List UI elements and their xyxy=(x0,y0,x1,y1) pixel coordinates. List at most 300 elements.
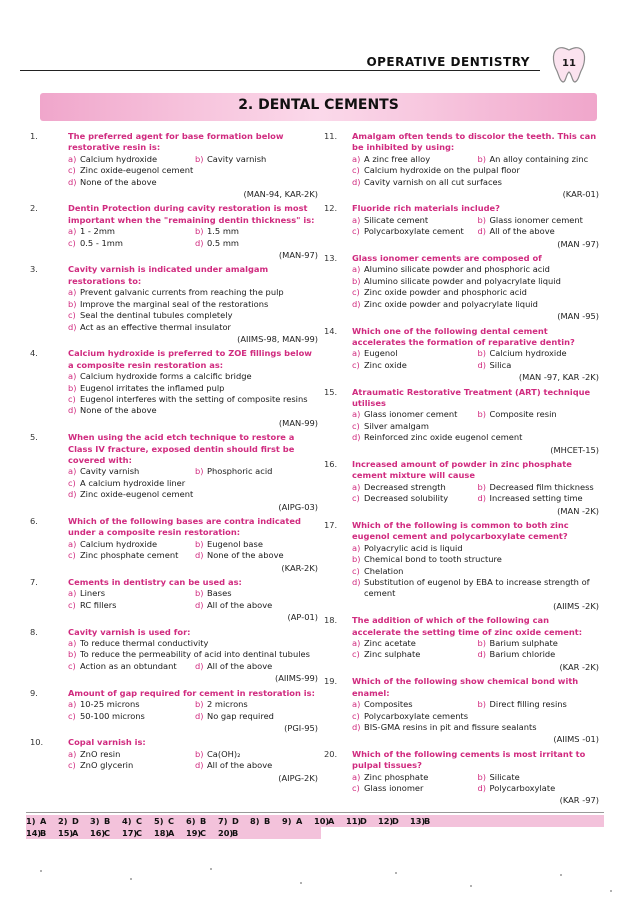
option-text: Chelation xyxy=(364,565,404,576)
question-stem: Amalgam often tends to discolor the teeth. This can be inhibited by using: xyxy=(352,131,597,153)
option-letter: b) xyxy=(477,638,487,649)
option-list xyxy=(352,215,599,238)
option-text: Zinc phosphate cement xyxy=(80,550,179,561)
option-letter: b) xyxy=(195,588,204,599)
option-text: Zinc phosphate xyxy=(364,771,429,782)
question-item xyxy=(30,577,318,624)
option-text: Polycarboxylate xyxy=(489,782,556,793)
speck xyxy=(560,874,562,876)
answer-option xyxy=(68,177,318,188)
option-text: 0.5 - 1mm xyxy=(80,237,123,248)
speck xyxy=(300,882,302,884)
answer-option xyxy=(68,466,191,477)
question-item xyxy=(324,253,599,322)
answer-option xyxy=(478,154,600,165)
option-text: Calcium hydroxide xyxy=(80,153,158,164)
answer-option xyxy=(478,772,600,783)
option-letter: d) xyxy=(477,226,487,237)
option-list xyxy=(352,699,599,733)
option-letter: c) xyxy=(68,710,76,721)
option-text: Substitution of eugenol by EBA to increase strength of cement xyxy=(364,577,590,599)
option-letter: b) xyxy=(195,699,204,710)
answer-value: B xyxy=(424,816,431,826)
question-item xyxy=(30,203,318,261)
option-text: Glass ionomer xyxy=(364,782,424,793)
answer-option xyxy=(68,749,191,760)
option-text: Composite resin xyxy=(489,409,557,420)
answer-option xyxy=(195,699,318,710)
answer-cell xyxy=(90,827,122,839)
answer-number: 20) xyxy=(218,828,234,838)
question-stem: Which of the following cements is most irritant to pulpal tissues? xyxy=(352,748,586,771)
answer-option xyxy=(352,348,474,359)
question-source: (KAR -97) xyxy=(559,795,599,806)
answer-cell xyxy=(58,815,90,827)
option-text: Silicate xyxy=(489,771,520,782)
option-text: Improve the marginal seal of the restorations xyxy=(80,298,269,309)
answer-value: A xyxy=(40,816,47,826)
option-letter: d) xyxy=(68,176,77,187)
answer-option xyxy=(478,348,600,359)
option-text: Polyacrylic acid is liquid xyxy=(364,542,463,553)
option-letter: b) xyxy=(352,554,361,565)
option-letter: c) xyxy=(352,649,360,660)
answer-option xyxy=(195,238,318,249)
option-list xyxy=(68,638,318,672)
option-text: Action as an obtundant xyxy=(80,660,177,671)
question-number: 4. xyxy=(30,348,38,359)
answer-value: A xyxy=(328,816,335,826)
question-stem: Which of the following show chemical bond with enamel: xyxy=(352,676,579,698)
answer-option xyxy=(352,409,474,420)
question-source: (KAR -2K) xyxy=(559,661,599,672)
question-number: 13. xyxy=(324,253,338,264)
option-letter: b) xyxy=(477,214,487,225)
option-letter: a) xyxy=(68,638,77,649)
option-text: 10-25 microns xyxy=(80,699,140,710)
question-stem: Increased amount of powder in zinc phosphate cement mixture will cause xyxy=(352,458,572,481)
question-number: 17. xyxy=(324,520,338,530)
answer-option xyxy=(352,276,599,287)
answer-value: A xyxy=(296,816,303,826)
option-list xyxy=(352,638,599,661)
option-letter: b) xyxy=(195,466,204,477)
answer-option xyxy=(68,394,318,405)
question-number: 3. xyxy=(30,264,38,275)
option-letter: d) xyxy=(352,432,361,443)
option-letter: c) xyxy=(352,287,360,298)
option-text: Eugenol interferes with the setting of composite resins xyxy=(80,393,308,404)
answer-row-1 xyxy=(26,815,604,827)
answer-option xyxy=(352,566,599,577)
question-stem: When using the acid etch technique to restore a Class IV fracture, exposed dentin should first be covered with: xyxy=(68,432,295,465)
option-letter: c) xyxy=(68,310,76,321)
option-letter: c) xyxy=(68,393,76,404)
answer-value: B xyxy=(232,828,239,838)
answer-value: C xyxy=(104,828,111,838)
answer-option xyxy=(478,409,600,420)
option-text: Alumino silicate powder and phosphoric acid xyxy=(364,264,550,275)
option-letter: d) xyxy=(195,710,204,721)
option-text: ZnO resin xyxy=(80,748,121,759)
question-item xyxy=(30,348,318,429)
option-letter: c) xyxy=(352,710,360,721)
option-text: Calcium hydroxide forms a calcific bridge xyxy=(80,371,252,382)
option-text: Eugenol irritates the inflamed pulp xyxy=(80,382,225,393)
answer-option xyxy=(68,638,318,649)
answer-value: D xyxy=(232,816,239,826)
option-letter: b) xyxy=(477,481,487,492)
answer-option xyxy=(68,760,191,771)
answer-option xyxy=(352,543,599,554)
answer-option xyxy=(352,264,599,275)
answer-cell xyxy=(122,815,154,827)
answer-number: 1) xyxy=(26,816,36,826)
question-source: (AP-01) xyxy=(287,612,318,623)
answer-cell xyxy=(378,815,410,827)
answer-option xyxy=(352,287,599,298)
option-text: A zinc free alloy xyxy=(364,153,431,164)
answer-option xyxy=(68,588,191,599)
option-letter: a) xyxy=(352,542,361,553)
option-letter: c) xyxy=(352,226,360,237)
option-list xyxy=(352,348,599,371)
option-letter: b) xyxy=(477,348,487,359)
answer-option xyxy=(352,649,474,660)
answer-number: 4) xyxy=(122,816,132,826)
answer-value: C xyxy=(136,828,143,838)
answer-value: C xyxy=(168,816,175,826)
answer-number: 5) xyxy=(154,816,164,826)
answer-option xyxy=(68,310,318,321)
option-text: Direct filling resins xyxy=(489,699,567,710)
question-number: 1. xyxy=(30,131,38,141)
answer-option xyxy=(352,554,599,565)
answer-option xyxy=(352,177,599,188)
option-text: Prevent galvanic currents from reaching the pulp xyxy=(80,287,284,298)
option-letter: a) xyxy=(68,153,77,164)
question-item xyxy=(324,459,599,517)
option-letter: d) xyxy=(352,176,361,187)
option-text: Calcium hydroxide xyxy=(489,348,567,359)
answer-cell xyxy=(218,815,250,827)
answer-number: 15) xyxy=(58,828,74,838)
option-letter: d) xyxy=(477,782,487,793)
option-text: Decreased strength xyxy=(364,481,446,492)
option-letter: b) xyxy=(68,649,77,660)
answer-option xyxy=(352,360,474,371)
answer-option xyxy=(68,711,191,722)
option-text: Zinc oxide-eugenol cement xyxy=(80,489,194,500)
option-letter: d) xyxy=(352,577,361,588)
option-list xyxy=(68,154,318,188)
option-list xyxy=(352,154,599,188)
answer-number: 16) xyxy=(90,828,106,838)
option-letter: a) xyxy=(68,466,77,477)
option-text: Act as an effective thermal insulator xyxy=(80,321,231,332)
answer-cell xyxy=(282,815,314,827)
question-source: (AIPG-2K) xyxy=(278,772,318,783)
option-text: Ca(OH)₂ xyxy=(207,748,241,759)
answer-key xyxy=(26,812,604,839)
option-text: To reduce thermal conductivity xyxy=(80,638,209,649)
answer-value: B xyxy=(104,816,111,826)
question-item xyxy=(30,737,318,784)
option-text: Increased setting time xyxy=(489,493,583,504)
option-letter: d) xyxy=(68,405,77,416)
question-number: 2. xyxy=(30,203,38,214)
left-question-column xyxy=(30,131,318,787)
option-letter: a) xyxy=(352,481,361,492)
option-text: Polycarboxylate cement xyxy=(364,226,464,237)
answer-cell xyxy=(410,815,442,827)
answer-option xyxy=(352,638,474,649)
question-source: (KAR-01) xyxy=(562,189,599,200)
answer-option xyxy=(68,287,318,298)
option-text: Liners xyxy=(80,588,106,599)
option-letter: b) xyxy=(477,699,487,710)
option-letter: a) xyxy=(352,264,361,275)
option-letter: d) xyxy=(195,237,204,248)
question-stem: Calcium hydroxide is preferred to ZOE fillings below a composite resin restoration as: xyxy=(68,348,312,370)
option-letter: c) xyxy=(352,420,360,431)
question-stem: Which one of the following dental cement accelerates the formation of reparative dentin? xyxy=(352,325,575,347)
option-letter: a) xyxy=(352,409,361,420)
option-letter: d) xyxy=(352,298,361,309)
answer-option xyxy=(478,360,600,371)
answer-option xyxy=(478,699,600,710)
question-number: 11. xyxy=(324,131,338,141)
answer-value: A xyxy=(72,828,79,838)
option-text: No gap required xyxy=(207,710,274,721)
question-source: (MAN -97) xyxy=(557,238,599,249)
option-letter: b) xyxy=(477,771,487,782)
question-stem: The preferred agent for base formation below restorative resin is: xyxy=(68,131,284,153)
question-source: (MAN -97, KAR -2K) xyxy=(518,372,599,383)
option-text: Composites xyxy=(364,699,413,710)
question-number: 12. xyxy=(324,203,338,214)
answer-number: 10) xyxy=(314,816,330,826)
speck xyxy=(210,868,212,870)
right-question-column xyxy=(324,131,599,810)
answer-option xyxy=(352,783,474,794)
question-stem: Amount of gap required for cement in restoration is: xyxy=(68,687,315,698)
option-letter: a) xyxy=(68,226,77,237)
option-text: BIS-GMA resins in pit and fissure sealants xyxy=(364,721,537,732)
option-letter: b) xyxy=(195,748,204,759)
option-text: Seal the dentinal tubules completely xyxy=(80,310,233,321)
answer-cell xyxy=(314,815,346,827)
question-source: (MAN -95) xyxy=(557,311,599,322)
page-specks xyxy=(0,860,638,902)
question-number: 20. xyxy=(324,748,338,759)
answer-cell xyxy=(346,815,378,827)
question-number: 8. xyxy=(30,626,38,637)
answer-option xyxy=(352,699,474,710)
answer-value: A xyxy=(168,828,175,838)
option-list xyxy=(68,699,318,722)
option-letter: a) xyxy=(68,699,77,710)
option-text: Zinc acetate xyxy=(364,638,416,649)
option-text: Decreased solubility xyxy=(364,493,449,504)
option-letter: a) xyxy=(68,538,77,549)
option-letter: a) xyxy=(352,638,361,649)
option-text: Calcium hydroxide on the pulpal floor xyxy=(364,165,520,176)
option-letter: c) xyxy=(68,760,76,771)
answer-option xyxy=(195,600,318,611)
option-list xyxy=(352,543,599,600)
option-text: Cavity varnish on all cut surfaces xyxy=(364,176,502,187)
option-text: Silica xyxy=(489,359,512,370)
question-number: 19. xyxy=(324,676,338,687)
option-text: Bases xyxy=(207,588,232,599)
answer-number: 8) xyxy=(250,816,260,826)
answer-number: 7) xyxy=(218,816,228,826)
option-letter: d) xyxy=(352,721,361,732)
option-text: Eugenol base xyxy=(207,538,263,549)
option-letter: b) xyxy=(195,153,204,164)
question-source: (MAN -2K) xyxy=(557,505,599,516)
question-source: (AIIMS -2K) xyxy=(553,600,599,611)
option-text: 2 microns xyxy=(207,699,248,710)
option-text: 1.5 mm xyxy=(207,226,239,237)
question-stem: Copal varnish is: xyxy=(68,737,146,748)
question-number: 15. xyxy=(324,386,338,397)
option-letter: b) xyxy=(477,409,487,420)
answer-option xyxy=(352,722,599,733)
answer-option xyxy=(478,493,600,504)
option-letter: b) xyxy=(195,226,204,237)
answer-option xyxy=(352,577,599,600)
answer-option xyxy=(68,383,318,394)
answer-value: C xyxy=(200,828,207,838)
answer-number: 2) xyxy=(58,816,68,826)
option-text: Calcium hydroxide xyxy=(80,538,158,549)
option-text: Chemical bond to tooth structure xyxy=(364,554,502,565)
answer-value: D xyxy=(360,816,367,826)
option-letter: a) xyxy=(352,214,361,225)
option-text: Silver amalgam xyxy=(364,420,429,431)
option-text: Silicate cement xyxy=(364,214,429,225)
answer-option xyxy=(68,299,318,310)
option-text: RC fillers xyxy=(80,599,117,610)
question-item xyxy=(324,387,599,456)
answer-option xyxy=(195,154,318,165)
answer-option xyxy=(478,226,600,237)
option-text: Glass ionomer cement xyxy=(364,409,458,420)
option-letter: d) xyxy=(477,493,487,504)
answer-row-2 xyxy=(26,827,321,839)
question-stem: Which of the following bases are contra indicated under a composite resin restoration: xyxy=(68,516,301,538)
question-number: 14. xyxy=(324,325,338,336)
option-letter: d) xyxy=(195,660,204,671)
answer-option xyxy=(478,783,600,794)
answer-cell xyxy=(186,815,218,827)
answer-number: 18) xyxy=(154,828,170,838)
answer-option xyxy=(195,760,318,771)
question-source: (PGI-95) xyxy=(284,722,318,733)
option-letter: a) xyxy=(68,287,77,298)
question-item xyxy=(324,676,599,745)
question-item xyxy=(324,203,599,250)
question-source: (MAN-99) xyxy=(278,417,318,428)
question-number: 16. xyxy=(324,458,338,469)
answer-option xyxy=(352,711,599,722)
answer-option xyxy=(68,226,191,237)
speck xyxy=(130,878,132,880)
answer-option xyxy=(68,699,191,710)
answer-cell xyxy=(26,827,58,839)
option-letter: a) xyxy=(68,371,77,382)
answer-option xyxy=(195,588,318,599)
option-text: 1 - 2mm xyxy=(80,226,115,237)
answer-option xyxy=(68,478,318,489)
answer-cell xyxy=(250,815,282,827)
page-number: 11 xyxy=(562,58,576,69)
question-number: 7. xyxy=(30,577,38,588)
header-rule xyxy=(20,70,540,71)
option-text: 0.5 mm xyxy=(207,237,239,248)
option-letter: a) xyxy=(68,748,77,759)
option-text: Glass ionomer cement xyxy=(489,214,583,225)
option-text: Cavity varnish xyxy=(80,466,140,477)
option-text: All of the above xyxy=(207,760,273,771)
answer-option xyxy=(195,749,318,760)
option-text: Zinc oxide-eugenol cement xyxy=(80,165,194,176)
answer-option xyxy=(352,493,474,504)
answer-option xyxy=(68,539,191,550)
answer-number: 12) xyxy=(378,816,394,826)
question-item xyxy=(30,688,318,735)
option-letter: c) xyxy=(68,550,76,561)
answer-cell xyxy=(122,827,154,839)
answer-number: 6) xyxy=(186,816,196,826)
question-stem: Cavity varnish is indicated under amalgam restorations to: xyxy=(68,264,269,286)
question-item xyxy=(324,131,599,200)
answer-option xyxy=(352,226,474,237)
answer-option xyxy=(478,482,600,493)
speck xyxy=(395,872,397,874)
answer-option xyxy=(352,772,474,783)
option-text: Alumino silicate powder and polyacrylate liquid xyxy=(364,275,561,286)
answer-option xyxy=(352,482,474,493)
question-stem: The addition of which of the following can accelerate the setting time of zinc oxide cement: xyxy=(352,615,583,637)
option-text: Zinc oxide powder and polyacrylate liquid xyxy=(364,298,538,309)
answer-option xyxy=(195,550,318,561)
answer-option xyxy=(352,165,599,176)
answer-number: 13) xyxy=(410,816,426,826)
question-source: (AIPG-03) xyxy=(278,501,318,512)
option-text: Phosphoric acid xyxy=(207,466,273,477)
option-letter: b) xyxy=(68,382,77,393)
answer-option xyxy=(68,405,318,416)
answer-number: 14) xyxy=(26,828,42,838)
answer-value: D xyxy=(392,816,399,826)
option-list xyxy=(68,749,318,772)
answer-option xyxy=(68,649,318,660)
answer-cell xyxy=(218,827,250,839)
answer-cell xyxy=(90,815,122,827)
question-stem: Atraumatic Restorative Treatment (ART) technique utilises xyxy=(352,386,591,408)
answer-cell xyxy=(58,827,90,839)
option-text: Barium chloride xyxy=(489,649,556,660)
question-stem: Cavity varnish is used for: xyxy=(68,626,191,637)
answer-number: 17) xyxy=(122,828,138,838)
answer-option xyxy=(68,661,191,672)
answer-number: 3) xyxy=(90,816,100,826)
answer-option xyxy=(352,154,474,165)
option-letter: d) xyxy=(477,649,487,660)
